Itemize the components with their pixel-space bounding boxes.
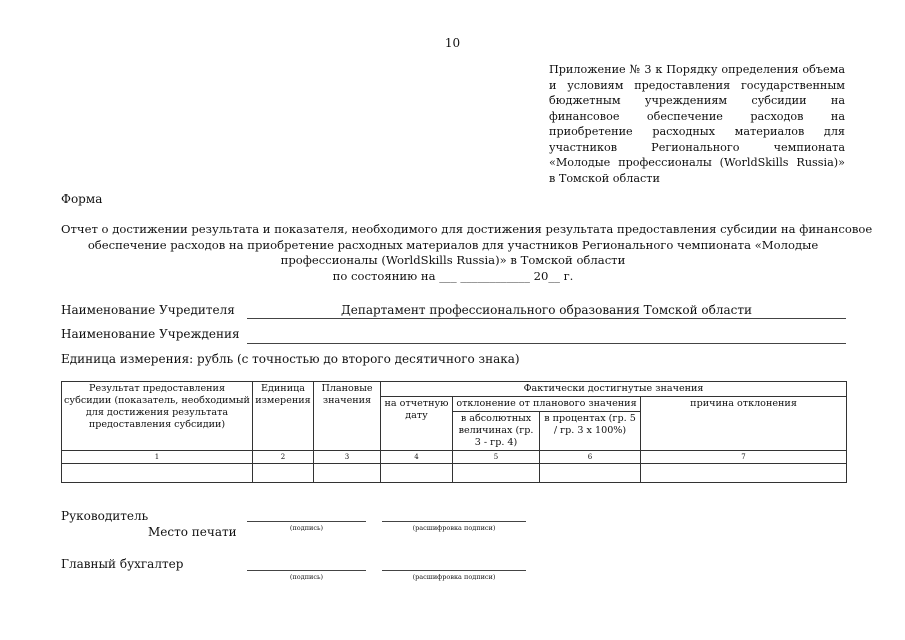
title-line: по состоянию на ___ ____________ 20__ г. [332,268,574,283]
report-title [61,222,873,284]
accountant-signature-caption: (подпись) [289,573,324,581]
table-cell[interactable] [540,464,641,483]
unit-line: Единица измерения: рубль (с точностью до второго десятичного знака) [61,352,520,366]
table-row [62,464,847,483]
founder-label: Наименование Учредителя [61,303,235,317]
header-unit: Единица измерения [253,382,314,451]
appendix-line: финансовое обеспечение расходов на [549,109,845,123]
header-result: Результат предоставления субсидии (показатель, необходимый для достижения результата предоставления субсидии) [62,382,253,451]
header-planned: Плановые значения [314,382,381,451]
appendix-header [549,62,845,186]
col-number: 1 [62,451,253,464]
head-decoding-line[interactable] [382,521,526,522]
form-label: Форма [61,192,103,206]
report-table [61,381,847,483]
table-cell[interactable] [641,464,847,483]
header-on-date: на отчетную дату [381,397,453,451]
appendix-line: бюджетным учреждениям субсидии на [549,94,845,107]
appendix-line: участников Регионального чемпионата [549,140,845,154]
appendix-line: и условиям предоставления государственным [549,78,845,92]
col-number: 5 [453,451,540,464]
head-signature-caption: (подпись) [289,524,324,532]
table-cell[interactable] [253,464,314,483]
col-number: 3 [314,451,381,464]
founder-line [247,318,846,319]
table-cell[interactable] [381,464,453,483]
accountant-decoding-caption: (расшифровка подписи) [412,573,496,581]
accountant-label: Главный бухгалтер [61,557,184,571]
stamp-label: Место печати [148,525,237,539]
title-line: Отчет о достижении результата и показателя, необходимого для достижения результата предоставления субсидии на финансовое [61,222,873,236]
table-cell[interactable] [314,464,381,483]
institution-label: Наименование Учреждения [61,327,240,341]
head-decoding-caption: (расшифровка подписи) [412,524,496,532]
head-label: Руководитель [61,509,149,523]
col-number: 6 [540,451,641,464]
title-line: обеспечение расходов на приобретение расходных материалов для участников Регионального чемпионата «Молодые [87,237,819,252]
title-line: профессионалы (WorldSkills Russia)» в Томской области [280,253,626,267]
institution-line [247,343,846,344]
founder-value[interactable]: Департамент профессионального образования Томской области [340,303,753,317]
page-number: 10 [444,36,461,50]
table-cell[interactable] [453,464,540,483]
header-actual: Фактически достигнутые значения [381,382,847,397]
head-signature-line[interactable] [247,521,366,522]
appendix-line: в Томской области [549,171,660,185]
appendix-line: приобретение расходных материалов для [549,125,845,138]
header-abs: в абсолютных величинах (гр. 3 - гр. 4) [453,412,540,451]
col-number: 4 [381,451,453,464]
header-reason: причина отклонения [641,397,847,451]
header-deviation: отклонение от планового значения [453,397,641,412]
appendix-line: «Молодые профессионалы (WorldSkills Russia)» [549,156,845,169]
accountant-decoding-line[interactable] [382,570,526,571]
appendix-line: Приложение № 3 к Порядку определения объема [549,63,845,76]
col-number: 7 [641,451,847,464]
col-number: 2 [253,451,314,464]
header-percent: в процентах (гр. 5 / гр. 3 х 100%) [540,412,641,451]
accountant-signature-line[interactable] [247,570,366,571]
column-number-row [62,451,847,464]
table-cell[interactable] [62,464,253,483]
